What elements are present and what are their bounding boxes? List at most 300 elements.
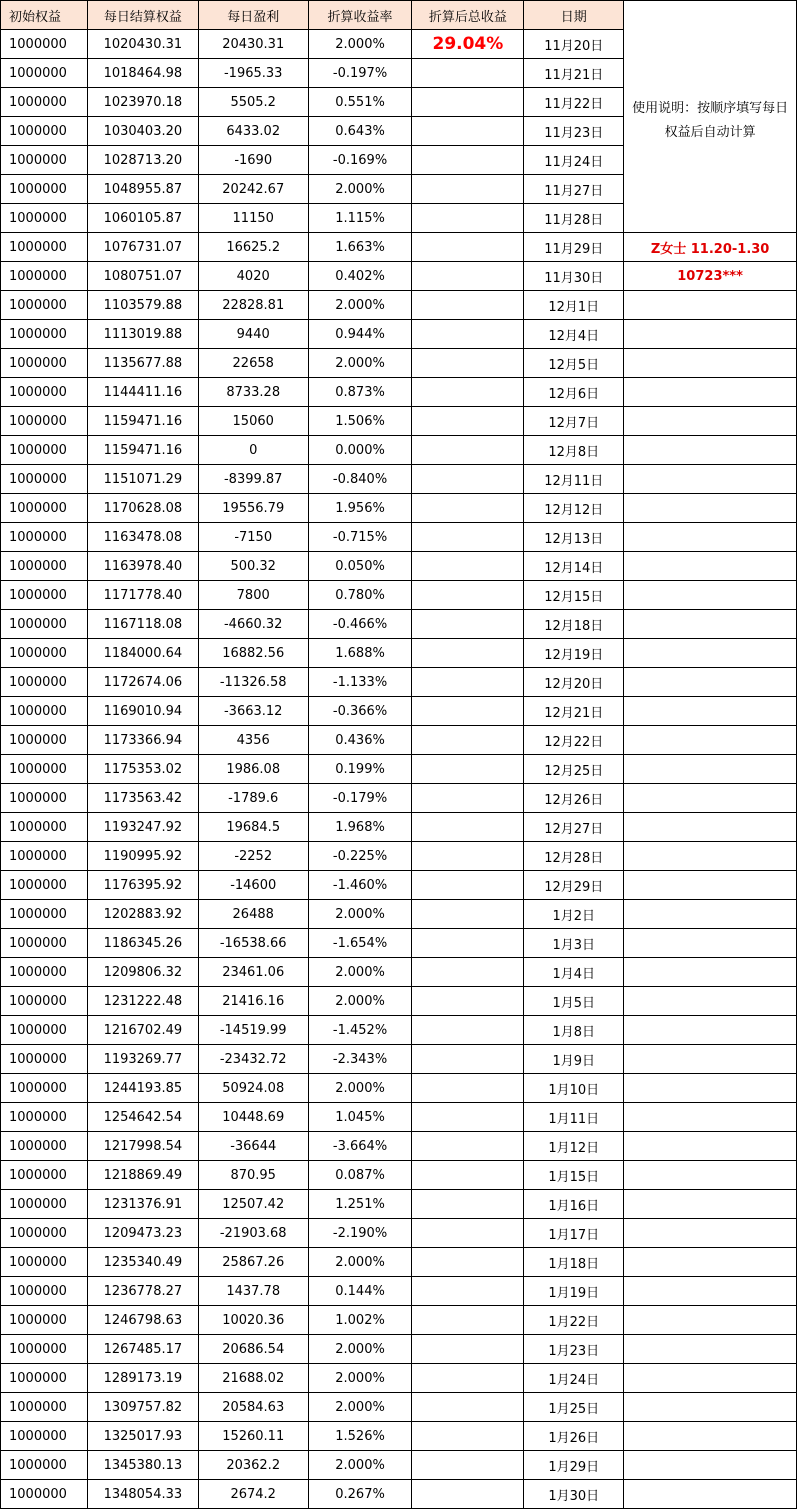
cell-total-return[interactable]: [412, 175, 524, 204]
cell-daily-profit[interactable]: 8733.28: [198, 378, 308, 407]
header-initial-equity[interactable]: 初始权益: [1, 1, 88, 30]
cell-blank[interactable]: [624, 726, 797, 755]
cell-date[interactable]: 12月6日: [524, 378, 624, 407]
cell-total-return[interactable]: [412, 59, 524, 88]
cell-return-rate[interactable]: -0.179%: [308, 784, 412, 813]
cell-daily-profit[interactable]: 10020.36: [198, 1306, 308, 1335]
cell-date[interactable]: 1月8日: [524, 1016, 624, 1045]
cell-total-return[interactable]: [412, 523, 524, 552]
cell-settlement-equity[interactable]: 1173366.94: [87, 726, 198, 755]
cell-blank[interactable]: [624, 639, 797, 668]
cell-date[interactable]: 12月27日: [524, 813, 624, 842]
cell-date[interactable]: 12月7日: [524, 407, 624, 436]
header-daily-profit[interactable]: 每日盈利: [198, 1, 308, 30]
cell-settlement-equity[interactable]: 1309757.82: [87, 1393, 198, 1422]
cell-settlement-equity[interactable]: 1231222.48: [87, 987, 198, 1016]
cell-daily-profit[interactable]: 11150: [198, 204, 308, 233]
cell-total-return[interactable]: [412, 88, 524, 117]
cell-initial-equity[interactable]: 1000000: [1, 378, 88, 407]
cell-return-rate[interactable]: 1.688%: [308, 639, 412, 668]
cell-date[interactable]: 11月27日: [524, 175, 624, 204]
cell-blank[interactable]: [624, 1161, 797, 1190]
cell-initial-equity[interactable]: 1000000: [1, 1074, 88, 1103]
cell-return-rate[interactable]: 1.002%: [308, 1306, 412, 1335]
cell-total-return[interactable]: [412, 1219, 524, 1248]
cell-daily-profit[interactable]: 9440: [198, 320, 308, 349]
cell-settlement-equity[interactable]: 1209473.23: [87, 1219, 198, 1248]
cell-settlement-equity[interactable]: 1184000.64: [87, 639, 198, 668]
cell-return-rate[interactable]: 0.402%: [308, 262, 412, 291]
cell-total-return[interactable]: [412, 958, 524, 987]
cell-initial-equity[interactable]: 1000000: [1, 1190, 88, 1219]
cell-daily-profit[interactable]: 6433.02: [198, 117, 308, 146]
cell-return-rate[interactable]: 0.144%: [308, 1277, 412, 1306]
cell-blank[interactable]: [624, 987, 797, 1016]
cell-total-return[interactable]: [412, 262, 524, 291]
cell-initial-equity[interactable]: 1000000: [1, 117, 88, 146]
cell-date[interactable]: 12月11日: [524, 465, 624, 494]
cell-settlement-equity[interactable]: 1218869.49: [87, 1161, 198, 1190]
cell-daily-profit[interactable]: 15260.11: [198, 1422, 308, 1451]
cell-total-return[interactable]: [412, 378, 524, 407]
cell-daily-profit[interactable]: 19684.5: [198, 813, 308, 842]
cell-blank[interactable]: [624, 697, 797, 726]
cell-return-rate[interactable]: -1.452%: [308, 1016, 412, 1045]
cell-return-rate[interactable]: 2.000%: [308, 30, 412, 59]
cell-return-rate[interactable]: 0.000%: [308, 436, 412, 465]
cell-daily-profit[interactable]: 20242.67: [198, 175, 308, 204]
cell-total-return[interactable]: [412, 1074, 524, 1103]
cell-total-return[interactable]: [412, 1335, 524, 1364]
header-date[interactable]: 日期: [524, 1, 624, 30]
cell-initial-equity[interactable]: 1000000: [1, 639, 88, 668]
cell-daily-profit[interactable]: -3663.12: [198, 697, 308, 726]
cell-initial-equity[interactable]: 1000000: [1, 668, 88, 697]
cell-date[interactable]: 11月29日: [524, 233, 624, 262]
cell-total-return[interactable]: [412, 407, 524, 436]
cell-daily-profit[interactable]: -7150: [198, 523, 308, 552]
cell-total-return[interactable]: [412, 1277, 524, 1306]
cell-return-rate[interactable]: 1.115%: [308, 204, 412, 233]
cell-date[interactable]: 12月8日: [524, 436, 624, 465]
cell-initial-equity[interactable]: 1000000: [1, 1277, 88, 1306]
cell-initial-equity[interactable]: 1000000: [1, 929, 88, 958]
cell-blank[interactable]: [624, 842, 797, 871]
cell-return-rate[interactable]: -2.190%: [308, 1219, 412, 1248]
cell-settlement-equity[interactable]: 1018464.98: [87, 59, 198, 88]
cell-return-rate[interactable]: -0.840%: [308, 465, 412, 494]
cell-daily-profit[interactable]: -21903.68: [198, 1219, 308, 1248]
cell-return-rate[interactable]: 1.968%: [308, 813, 412, 842]
cell-blank[interactable]: [624, 784, 797, 813]
cell-date[interactable]: 1月25日: [524, 1393, 624, 1422]
cell-initial-equity[interactable]: 1000000: [1, 262, 88, 291]
cell-settlement-equity[interactable]: 1060105.87: [87, 204, 198, 233]
header-total-return[interactable]: 折算后总收益: [412, 1, 524, 30]
cell-date[interactable]: 12月21日: [524, 697, 624, 726]
cell-settlement-equity[interactable]: 1163478.08: [87, 523, 198, 552]
cell-initial-equity[interactable]: 1000000: [1, 1480, 88, 1509]
cell-initial-equity[interactable]: 1000000: [1, 59, 88, 88]
cell-blank[interactable]: [624, 1451, 797, 1480]
cell-settlement-equity[interactable]: 1186345.26: [87, 929, 198, 958]
cell-date[interactable]: 1月30日: [524, 1480, 624, 1509]
cell-blank[interactable]: [624, 1190, 797, 1219]
cell-settlement-equity[interactable]: 1244193.85: [87, 1074, 198, 1103]
cell-return-rate[interactable]: -0.366%: [308, 697, 412, 726]
cell-initial-equity[interactable]: 1000000: [1, 30, 88, 59]
header-daily-settlement-equity[interactable]: 每日结算权益: [87, 1, 198, 30]
cell-return-rate[interactable]: -0.715%: [308, 523, 412, 552]
cell-blank[interactable]: [624, 871, 797, 900]
cell-date[interactable]: 1月10日: [524, 1074, 624, 1103]
cell-daily-profit[interactable]: 20362.2: [198, 1451, 308, 1480]
cell-total-return[interactable]: [412, 755, 524, 784]
cell-blank[interactable]: [624, 1219, 797, 1248]
usage-note-cell[interactable]: [624, 1, 797, 233]
cell-total-return[interactable]: [412, 639, 524, 668]
cell-date[interactable]: 12月29日: [524, 871, 624, 900]
cell-initial-equity[interactable]: 1000000: [1, 987, 88, 1016]
cell-total-return[interactable]: [412, 494, 524, 523]
cell-total-return[interactable]: [412, 900, 524, 929]
cell-settlement-equity[interactable]: 1169010.94: [87, 697, 198, 726]
cell-total-return[interactable]: [412, 929, 524, 958]
cell-blank[interactable]: [624, 755, 797, 784]
cell-settlement-equity[interactable]: 1190995.92: [87, 842, 198, 871]
cell-date[interactable]: 12月26日: [524, 784, 624, 813]
cell-daily-profit[interactable]: 23461.06: [198, 958, 308, 987]
cell-initial-equity[interactable]: 1000000: [1, 1393, 88, 1422]
cell-return-rate[interactable]: 2.000%: [308, 1335, 412, 1364]
cell-settlement-equity[interactable]: 1144411.16: [87, 378, 198, 407]
cell-total-return[interactable]: [412, 146, 524, 175]
cell-initial-equity[interactable]: 1000000: [1, 320, 88, 349]
cell-total-return[interactable]: [412, 1103, 524, 1132]
cell-daily-profit[interactable]: -16538.66: [198, 929, 308, 958]
cell-initial-equity[interactable]: 1000000: [1, 726, 88, 755]
cell-daily-profit[interactable]: 21416.16: [198, 987, 308, 1016]
cell-date[interactable]: 1月11日: [524, 1103, 624, 1132]
cell-initial-equity[interactable]: 1000000: [1, 1248, 88, 1277]
cell-total-return[interactable]: [412, 1132, 524, 1161]
cell-initial-equity[interactable]: 1000000: [1, 291, 88, 320]
cell-return-rate[interactable]: 0.267%: [308, 1480, 412, 1509]
cell-daily-profit[interactable]: 50924.08: [198, 1074, 308, 1103]
cell-return-rate[interactable]: 0.873%: [308, 378, 412, 407]
cell-total-return[interactable]: [412, 1190, 524, 1219]
cell-return-rate[interactable]: -2.343%: [308, 1045, 412, 1074]
cell-date[interactable]: 1月18日: [524, 1248, 624, 1277]
cell-date[interactable]: 12月19日: [524, 639, 624, 668]
cell-blank[interactable]: [624, 1045, 797, 1074]
cell-date[interactable]: 11月23日: [524, 117, 624, 146]
cell-settlement-equity[interactable]: 1325017.93: [87, 1422, 198, 1451]
cell-blank[interactable]: [624, 378, 797, 407]
cell-date[interactable]: 1月23日: [524, 1335, 624, 1364]
cell-settlement-equity[interactable]: 1135677.88: [87, 349, 198, 378]
cell-blank[interactable]: [624, 1016, 797, 1045]
cell-date[interactable]: 1月12日: [524, 1132, 624, 1161]
cell-date[interactable]: 11月22日: [524, 88, 624, 117]
cell-blank[interactable]: [624, 1277, 797, 1306]
cell-return-rate[interactable]: -1.133%: [308, 668, 412, 697]
cell-blank[interactable]: [624, 1393, 797, 1422]
cell-settlement-equity[interactable]: 1172674.06: [87, 668, 198, 697]
cell-daily-profit[interactable]: 22828.81: [198, 291, 308, 320]
cell-date[interactable]: 1月9日: [524, 1045, 624, 1074]
cell-initial-equity[interactable]: 1000000: [1, 349, 88, 378]
cell-total-return[interactable]: [412, 784, 524, 813]
cell-daily-profit[interactable]: 12507.42: [198, 1190, 308, 1219]
cell-daily-profit[interactable]: 20686.54: [198, 1335, 308, 1364]
cell-blank[interactable]: [624, 1103, 797, 1132]
cell-date[interactable]: 12月14日: [524, 552, 624, 581]
cell-daily-profit[interactable]: -1690: [198, 146, 308, 175]
cell-return-rate[interactable]: 0.199%: [308, 755, 412, 784]
cell-daily-profit[interactable]: 21688.02: [198, 1364, 308, 1393]
cell-return-rate[interactable]: 1.506%: [308, 407, 412, 436]
cell-initial-equity[interactable]: 1000000: [1, 1306, 88, 1335]
cell-return-rate[interactable]: -0.466%: [308, 610, 412, 639]
cell-date[interactable]: 1月5日: [524, 987, 624, 1016]
cell-initial-equity[interactable]: 1000000: [1, 958, 88, 987]
cell-blank[interactable]: [624, 291, 797, 320]
cell-settlement-equity[interactable]: 1103579.88: [87, 291, 198, 320]
cell-initial-equity[interactable]: 1000000: [1, 610, 88, 639]
cell-return-rate[interactable]: -0.225%: [308, 842, 412, 871]
cell-initial-equity[interactable]: 1000000: [1, 1451, 88, 1480]
client-account[interactable]: 10723***: [624, 262, 797, 291]
cell-daily-profit[interactable]: -2252: [198, 842, 308, 871]
cell-settlement-equity[interactable]: 1159471.16: [87, 407, 198, 436]
cell-daily-profit[interactable]: 1437.78: [198, 1277, 308, 1306]
cell-total-return[interactable]: [412, 552, 524, 581]
cell-initial-equity[interactable]: 1000000: [1, 552, 88, 581]
cell-daily-profit[interactable]: 16625.2: [198, 233, 308, 262]
cell-daily-profit[interactable]: 0: [198, 436, 308, 465]
cell-blank[interactable]: [624, 1364, 797, 1393]
cell-daily-profit[interactable]: 870.95: [198, 1161, 308, 1190]
cell-total-return[interactable]: [412, 1480, 524, 1509]
cell-total-return[interactable]: [412, 813, 524, 842]
cell-total-return[interactable]: [412, 668, 524, 697]
cell-blank[interactable]: [624, 320, 797, 349]
cell-return-rate[interactable]: 2.000%: [308, 175, 412, 204]
cell-date[interactable]: 1月24日: [524, 1364, 624, 1393]
cell-daily-profit[interactable]: -14519.99: [198, 1016, 308, 1045]
cell-total-return[interactable]: [412, 1248, 524, 1277]
cell-daily-profit[interactable]: -1789.6: [198, 784, 308, 813]
cell-initial-equity[interactable]: 1000000: [1, 436, 88, 465]
cell-settlement-equity[interactable]: 1173563.42: [87, 784, 198, 813]
cell-settlement-equity[interactable]: 1023970.18: [87, 88, 198, 117]
cell-total-return[interactable]: [412, 1422, 524, 1451]
cell-total-return[interactable]: [412, 871, 524, 900]
cell-initial-equity[interactable]: 1000000: [1, 1103, 88, 1132]
cell-initial-equity[interactable]: 1000000: [1, 1335, 88, 1364]
cell-daily-profit[interactable]: -1965.33: [198, 59, 308, 88]
cell-settlement-equity[interactable]: 1216702.49: [87, 1016, 198, 1045]
cell-settlement-equity[interactable]: 1236778.27: [87, 1277, 198, 1306]
cell-initial-equity[interactable]: 1000000: [1, 88, 88, 117]
cell-daily-profit[interactable]: 20430.31: [198, 30, 308, 59]
cell-return-rate[interactable]: 2.000%: [308, 900, 412, 929]
cell-total-return[interactable]: [412, 1016, 524, 1045]
cell-date[interactable]: 12月25日: [524, 755, 624, 784]
cell-initial-equity[interactable]: 1000000: [1, 465, 88, 494]
cell-daily-profit[interactable]: 19556.79: [198, 494, 308, 523]
cell-daily-profit[interactable]: -14600: [198, 871, 308, 900]
cell-date[interactable]: 11月20日: [524, 30, 624, 59]
cell-date[interactable]: 11月28日: [524, 204, 624, 233]
cell-return-rate[interactable]: 1.956%: [308, 494, 412, 523]
cell-date[interactable]: 1月3日: [524, 929, 624, 958]
cell-total-return[interactable]: [412, 436, 524, 465]
cell-date[interactable]: 1月29日: [524, 1451, 624, 1480]
client-label[interactable]: Z女士 11.20-1.30: [624, 233, 797, 262]
cell-initial-equity[interactable]: 1000000: [1, 1219, 88, 1248]
cell-return-rate[interactable]: 0.643%: [308, 117, 412, 146]
cell-blank[interactable]: [624, 900, 797, 929]
cell-initial-equity[interactable]: 1000000: [1, 175, 88, 204]
cell-return-rate[interactable]: 0.780%: [308, 581, 412, 610]
cell-initial-equity[interactable]: 1000000: [1, 784, 88, 813]
cell-settlement-equity[interactable]: 1163978.40: [87, 552, 198, 581]
cell-date[interactable]: 12月12日: [524, 494, 624, 523]
cell-settlement-equity[interactable]: 1254642.54: [87, 1103, 198, 1132]
cell-daily-profit[interactable]: 500.32: [198, 552, 308, 581]
cell-total-return[interactable]: [412, 1161, 524, 1190]
cell-settlement-equity[interactable]: 1171778.40: [87, 581, 198, 610]
cell-daily-profit[interactable]: -8399.87: [198, 465, 308, 494]
cell-settlement-equity[interactable]: 1267485.17: [87, 1335, 198, 1364]
cell-settlement-equity[interactable]: 1113019.88: [87, 320, 198, 349]
cell-settlement-equity[interactable]: 1235340.49: [87, 1248, 198, 1277]
cell-daily-profit[interactable]: 20584.63: [198, 1393, 308, 1422]
cell-initial-equity[interactable]: 1000000: [1, 1161, 88, 1190]
cell-date[interactable]: 12月28日: [524, 842, 624, 871]
cell-initial-equity[interactable]: 1000000: [1, 1045, 88, 1074]
cell-date[interactable]: 1月2日: [524, 900, 624, 929]
cell-initial-equity[interactable]: 1000000: [1, 146, 88, 175]
cell-daily-profit[interactable]: 25867.26: [198, 1248, 308, 1277]
cell-return-rate[interactable]: -0.169%: [308, 146, 412, 175]
cell-settlement-equity[interactable]: 1151071.29: [87, 465, 198, 494]
cell-date[interactable]: 11月21日: [524, 59, 624, 88]
cell-settlement-equity[interactable]: 1167118.08: [87, 610, 198, 639]
cell-return-rate[interactable]: 2.000%: [308, 291, 412, 320]
cell-daily-profit[interactable]: 26488: [198, 900, 308, 929]
cell-initial-equity[interactable]: 1000000: [1, 842, 88, 871]
cell-return-rate[interactable]: -3.664%: [308, 1132, 412, 1161]
cell-blank[interactable]: [624, 436, 797, 465]
cell-blank[interactable]: [624, 1306, 797, 1335]
cell-blank[interactable]: [624, 1248, 797, 1277]
cell-daily-profit[interactable]: 7800: [198, 581, 308, 610]
cell-settlement-equity[interactable]: 1080751.07: [87, 262, 198, 291]
cell-date[interactable]: 11月30日: [524, 262, 624, 291]
cell-initial-equity[interactable]: 1000000: [1, 900, 88, 929]
cell-blank[interactable]: [624, 929, 797, 958]
cell-total-return[interactable]: [412, 1306, 524, 1335]
cell-blank[interactable]: [624, 1074, 797, 1103]
cell-date[interactable]: 12月18日: [524, 610, 624, 639]
cell-return-rate[interactable]: 1.526%: [308, 1422, 412, 1451]
cell-total-return[interactable]: [412, 1364, 524, 1393]
cell-return-rate[interactable]: 0.944%: [308, 320, 412, 349]
cell-date[interactable]: 12月1日: [524, 291, 624, 320]
cell-initial-equity[interactable]: 1000000: [1, 697, 88, 726]
cell-settlement-equity[interactable]: 1028713.20: [87, 146, 198, 175]
cell-settlement-equity[interactable]: 1030403.20: [87, 117, 198, 146]
cell-total-return[interactable]: [412, 987, 524, 1016]
cell-daily-profit[interactable]: 4356: [198, 726, 308, 755]
cell-date[interactable]: 1月15日: [524, 1161, 624, 1190]
cell-date[interactable]: 1月4日: [524, 958, 624, 987]
cell-total-return[interactable]: [412, 349, 524, 378]
cell-return-rate[interactable]: 2.000%: [308, 1364, 412, 1393]
cell-settlement-equity[interactable]: 1246798.63: [87, 1306, 198, 1335]
cell-blank[interactable]: [624, 958, 797, 987]
cell-date[interactable]: 1月16日: [524, 1190, 624, 1219]
cell-settlement-equity[interactable]: 1159471.16: [87, 436, 198, 465]
cell-blank[interactable]: [624, 523, 797, 552]
cell-date[interactable]: 12月13日: [524, 523, 624, 552]
cell-blank[interactable]: [624, 581, 797, 610]
cell-settlement-equity[interactable]: 1231376.91: [87, 1190, 198, 1219]
cell-total-return[interactable]: [412, 581, 524, 610]
cell-total-return[interactable]: 29.04%: [412, 30, 524, 59]
cell-daily-profit[interactable]: 2674.2: [198, 1480, 308, 1509]
cell-settlement-equity[interactable]: 1170628.08: [87, 494, 198, 523]
cell-total-return[interactable]: [412, 697, 524, 726]
cell-date[interactable]: 11月24日: [524, 146, 624, 175]
cell-settlement-equity[interactable]: 1193269.77: [87, 1045, 198, 1074]
header-return-rate[interactable]: 折算收益率: [308, 1, 412, 30]
cell-settlement-equity[interactable]: 1175353.02: [87, 755, 198, 784]
cell-initial-equity[interactable]: 1000000: [1, 813, 88, 842]
cell-return-rate[interactable]: 2.000%: [308, 1393, 412, 1422]
cell-initial-equity[interactable]: 1000000: [1, 581, 88, 610]
cell-settlement-equity[interactable]: 1209806.32: [87, 958, 198, 987]
cell-settlement-equity[interactable]: 1345380.13: [87, 1451, 198, 1480]
cell-blank[interactable]: [624, 494, 797, 523]
cell-daily-profit[interactable]: -11326.58: [198, 668, 308, 697]
cell-total-return[interactable]: [412, 1393, 524, 1422]
cell-date[interactable]: 1月26日: [524, 1422, 624, 1451]
cell-total-return[interactable]: [412, 233, 524, 262]
cell-initial-equity[interactable]: 1000000: [1, 1422, 88, 1451]
cell-blank[interactable]: [624, 349, 797, 378]
cell-initial-equity[interactable]: 1000000: [1, 1016, 88, 1045]
cell-blank[interactable]: [624, 552, 797, 581]
cell-total-return[interactable]: [412, 726, 524, 755]
cell-total-return[interactable]: [412, 1045, 524, 1074]
cell-blank[interactable]: [624, 1422, 797, 1451]
cell-daily-profit[interactable]: -23432.72: [198, 1045, 308, 1074]
cell-total-return[interactable]: [412, 204, 524, 233]
cell-initial-equity[interactable]: 1000000: [1, 233, 88, 262]
cell-date[interactable]: 1月19日: [524, 1277, 624, 1306]
cell-blank[interactable]: [624, 668, 797, 697]
cell-blank[interactable]: [624, 813, 797, 842]
cell-initial-equity[interactable]: 1000000: [1, 204, 88, 233]
cell-daily-profit[interactable]: -4660.32: [198, 610, 308, 639]
cell-blank[interactable]: [624, 1335, 797, 1364]
cell-date[interactable]: 12月20日: [524, 668, 624, 697]
cell-daily-profit[interactable]: 15060: [198, 407, 308, 436]
